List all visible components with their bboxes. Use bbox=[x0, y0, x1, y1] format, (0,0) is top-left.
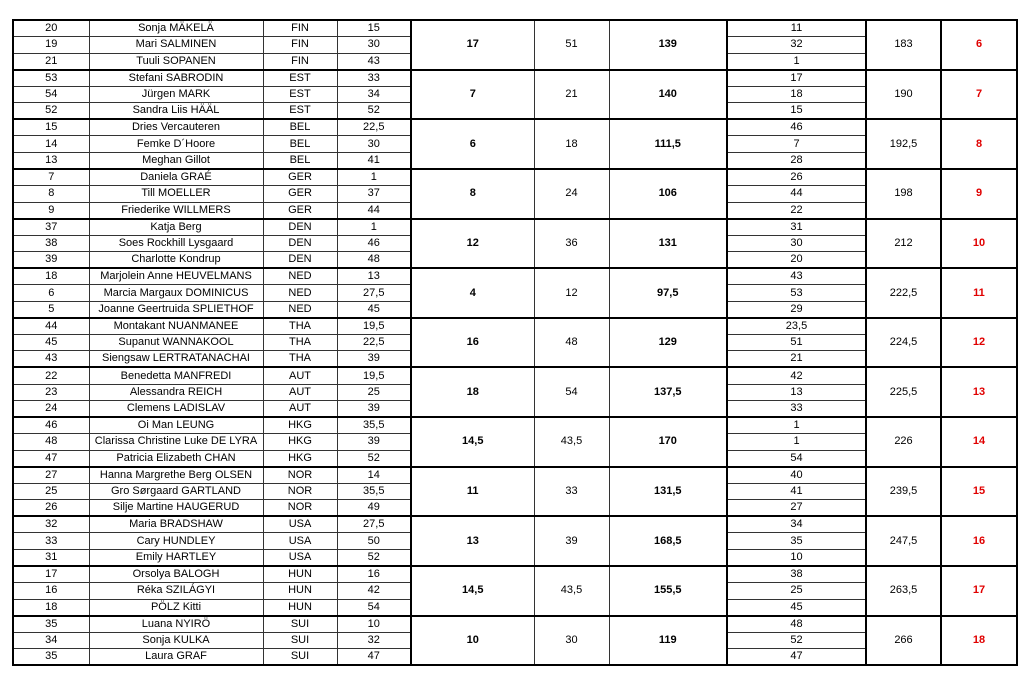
team-score-cell: 106 bbox=[609, 169, 727, 219]
team-total-cell: 224,5 bbox=[866, 318, 941, 368]
nation-cell: SUI bbox=[263, 616, 337, 633]
team-score-cell: 129 bbox=[609, 318, 727, 368]
rider-score-cell: 45 bbox=[337, 301, 411, 318]
team-score-cell: 131,5 bbox=[609, 467, 727, 517]
rider-place-cell: 1 bbox=[727, 53, 866, 70]
rider-name-cell: Maria BRADSHAW bbox=[89, 516, 263, 533]
rider-name-cell: Supanut WANNAKOOL bbox=[89, 334, 263, 351]
team-rank-cell: 14 bbox=[941, 417, 1017, 467]
team-rank-cell: 13 bbox=[941, 367, 1017, 417]
team-value-cell: 33 bbox=[534, 467, 609, 517]
rider-number-cell: 9 bbox=[13, 202, 89, 219]
table-row bbox=[13, 70, 1017, 87]
rider-name-cell: Benedetta MANFREDI bbox=[89, 367, 263, 384]
rider-number-cell: 38 bbox=[13, 235, 89, 252]
rider-place-cell: 44 bbox=[727, 185, 866, 202]
team-total-cell: 192,5 bbox=[866, 119, 941, 169]
rider-number-cell: 5 bbox=[13, 301, 89, 318]
rider-score-cell: 1 bbox=[337, 169, 411, 186]
rider-place-cell: 43 bbox=[727, 268, 866, 285]
team-rank-cell: 11 bbox=[941, 268, 1017, 318]
nation-cell: FIN bbox=[263, 37, 337, 54]
rider-score-cell: 35,5 bbox=[337, 417, 411, 434]
nation-cell: HKG bbox=[263, 417, 337, 434]
rider-score-cell: 52 bbox=[337, 103, 411, 120]
rider-place-cell: 47 bbox=[727, 649, 866, 666]
rider-name-cell: Soes Rockhill Lysgaard bbox=[89, 235, 263, 252]
rider-place-cell: 27 bbox=[727, 500, 866, 517]
table-row bbox=[13, 20, 1017, 37]
team-total-cell: 212 bbox=[866, 219, 941, 269]
rider-number-cell: 17 bbox=[13, 566, 89, 583]
nation-cell: USA bbox=[263, 516, 337, 533]
team-value-cell: 24 bbox=[534, 169, 609, 219]
rider-place-cell: 23,5 bbox=[727, 318, 866, 335]
team-total-cell: 225,5 bbox=[866, 367, 941, 417]
rider-number-cell: 8 bbox=[13, 185, 89, 202]
results-table bbox=[12, 19, 1018, 666]
team-total-cell: 266 bbox=[866, 616, 941, 666]
team-value-cell: 8 bbox=[411, 169, 534, 219]
rider-number-cell: 15 bbox=[13, 119, 89, 136]
rider-name-cell: Sonja MÄKELÄ bbox=[89, 20, 263, 37]
rider-number-cell: 26 bbox=[13, 500, 89, 517]
rider-number-cell: 34 bbox=[13, 632, 89, 649]
rider-name-cell: Laura GRAF bbox=[89, 649, 263, 666]
nation-cell: AUT bbox=[263, 367, 337, 384]
rider-number-cell: 35 bbox=[13, 616, 89, 633]
nation-cell: NED bbox=[263, 285, 337, 302]
nation-cell: GER bbox=[263, 202, 337, 219]
rider-name-cell: Sandra Liis HÄÄL bbox=[89, 103, 263, 120]
rider-place-cell: 20 bbox=[727, 252, 866, 269]
team-value-cell: 18 bbox=[534, 119, 609, 169]
nation-cell: HKG bbox=[263, 450, 337, 467]
team-value-cell: 17 bbox=[411, 20, 534, 70]
team-score-cell: 137,5 bbox=[609, 367, 727, 417]
rider-place-cell: 1 bbox=[727, 434, 866, 451]
rider-score-cell: 19,5 bbox=[337, 367, 411, 384]
rider-number-cell: 16 bbox=[13, 583, 89, 600]
nation-cell: EST bbox=[263, 70, 337, 87]
team-value-cell: 12 bbox=[534, 268, 609, 318]
team-score-cell: 119 bbox=[609, 616, 727, 666]
nation-cell: EST bbox=[263, 103, 337, 120]
table-row bbox=[13, 566, 1017, 583]
rider-name-cell: Till MOELLER bbox=[89, 185, 263, 202]
rider-number-cell: 18 bbox=[13, 599, 89, 616]
nation-cell: HKG bbox=[263, 434, 337, 451]
rider-name-cell: Luana NYIRÖ bbox=[89, 616, 263, 633]
rider-number-cell: 27 bbox=[13, 467, 89, 484]
rider-number-cell: 25 bbox=[13, 483, 89, 500]
nation-cell: EST bbox=[263, 86, 337, 103]
rider-place-cell: 53 bbox=[727, 285, 866, 302]
rider-number-cell: 45 bbox=[13, 334, 89, 351]
rider-score-cell: 13 bbox=[337, 268, 411, 285]
team-rank-cell: 15 bbox=[941, 467, 1017, 517]
rider-score-cell: 19,5 bbox=[337, 318, 411, 335]
nation-cell: THA bbox=[263, 351, 337, 368]
rider-place-cell: 30 bbox=[727, 235, 866, 252]
rider-place-cell: 7 bbox=[727, 136, 866, 153]
team-rank-cell: 8 bbox=[941, 119, 1017, 169]
table-row bbox=[13, 169, 1017, 186]
rider-score-cell: 15 bbox=[337, 20, 411, 37]
nation-cell: NOR bbox=[263, 467, 337, 484]
rider-place-cell: 31 bbox=[727, 219, 866, 236]
results-table-body bbox=[13, 20, 1017, 665]
team-value-cell: 43,5 bbox=[534, 566, 609, 616]
rider-score-cell: 32 bbox=[337, 632, 411, 649]
nation-cell: THA bbox=[263, 318, 337, 335]
rider-name-cell: Jürgen MARK bbox=[89, 86, 263, 103]
team-value-cell: 51 bbox=[534, 20, 609, 70]
team-total-cell: 247,5 bbox=[866, 516, 941, 566]
rider-place-cell: 11 bbox=[727, 20, 866, 37]
rider-name-cell: Femke D´Hoore bbox=[89, 136, 263, 153]
rider-name-cell: Gro Sørgaard GARTLAND bbox=[89, 483, 263, 500]
rider-place-cell: 22 bbox=[727, 202, 866, 219]
rider-place-cell: 26 bbox=[727, 169, 866, 186]
team-rank-cell: 12 bbox=[941, 318, 1017, 368]
rider-name-cell: Clemens LADISLAV bbox=[89, 401, 263, 418]
rider-score-cell: 30 bbox=[337, 136, 411, 153]
rider-number-cell: 22 bbox=[13, 367, 89, 384]
team-value-cell: 13 bbox=[411, 516, 534, 566]
team-value-cell: 10 bbox=[411, 616, 534, 666]
rider-number-cell: 13 bbox=[13, 152, 89, 169]
team-score-cell: 168,5 bbox=[609, 516, 727, 566]
rider-name-cell: Silje Martine HAUGERUD bbox=[89, 500, 263, 517]
rider-place-cell: 21 bbox=[727, 351, 866, 368]
rider-name-cell: Orsolya BALOGH bbox=[89, 566, 263, 583]
rider-score-cell: 30 bbox=[337, 37, 411, 54]
rider-name-cell: Joanne Geertruida SPLIETHOF bbox=[89, 301, 263, 318]
team-value-cell: 43,5 bbox=[534, 417, 609, 467]
nation-cell: HUN bbox=[263, 599, 337, 616]
rider-place-cell: 42 bbox=[727, 367, 866, 384]
table-row bbox=[13, 318, 1017, 335]
nation-cell: AUT bbox=[263, 384, 337, 401]
rider-number-cell: 31 bbox=[13, 550, 89, 567]
rider-name-cell: Alessandra REICH bbox=[89, 384, 263, 401]
nation-cell: BEL bbox=[263, 136, 337, 153]
rider-number-cell: 43 bbox=[13, 351, 89, 368]
rider-name-cell: Montakant NUANMANEE bbox=[89, 318, 263, 335]
team-score-cell: 139 bbox=[609, 20, 727, 70]
rider-name-cell: Charlotte Kondrup bbox=[89, 252, 263, 269]
rider-name-cell: Dries Vercauteren bbox=[89, 119, 263, 136]
rider-score-cell: 52 bbox=[337, 450, 411, 467]
rider-place-cell: 41 bbox=[727, 483, 866, 500]
team-value-cell: 39 bbox=[534, 516, 609, 566]
nation-cell: GER bbox=[263, 185, 337, 202]
rider-place-cell: 10 bbox=[727, 550, 866, 567]
team-value-cell: 16 bbox=[411, 318, 534, 368]
rider-score-cell: 48 bbox=[337, 252, 411, 269]
team-score-cell: 140 bbox=[609, 70, 727, 120]
team-value-cell: 14,5 bbox=[411, 566, 534, 616]
rider-score-cell: 14 bbox=[337, 467, 411, 484]
rider-score-cell: 25 bbox=[337, 384, 411, 401]
rider-score-cell: 54 bbox=[337, 599, 411, 616]
team-rank-cell: 10 bbox=[941, 219, 1017, 269]
table-row bbox=[13, 516, 1017, 533]
nation-cell: FIN bbox=[263, 20, 337, 37]
rider-score-cell: 50 bbox=[337, 533, 411, 550]
nation-cell: HUN bbox=[263, 583, 337, 600]
team-total-cell: 263,5 bbox=[866, 566, 941, 616]
rider-name-cell: PÖLZ Kitti bbox=[89, 599, 263, 616]
rider-place-cell: 15 bbox=[727, 103, 866, 120]
rider-place-cell: 45 bbox=[727, 599, 866, 616]
rider-score-cell: 47 bbox=[337, 649, 411, 666]
rider-place-cell: 52 bbox=[727, 632, 866, 649]
team-value-cell: 7 bbox=[411, 70, 534, 120]
rider-score-cell: 41 bbox=[337, 152, 411, 169]
rider-name-cell: Siengsaw LERTRATANACHAI bbox=[89, 351, 263, 368]
rider-score-cell: 27,5 bbox=[337, 285, 411, 302]
rider-name-cell: Daniela GRAÉ bbox=[89, 169, 263, 186]
nation-cell: NED bbox=[263, 268, 337, 285]
rider-number-cell: 47 bbox=[13, 450, 89, 467]
nation-cell: SUI bbox=[263, 649, 337, 666]
rider-number-cell: 39 bbox=[13, 252, 89, 269]
rider-place-cell: 54 bbox=[727, 450, 866, 467]
rider-place-cell: 46 bbox=[727, 119, 866, 136]
rider-place-cell: 33 bbox=[727, 401, 866, 418]
rider-place-cell: 18 bbox=[727, 86, 866, 103]
rider-score-cell: 34 bbox=[337, 86, 411, 103]
rider-name-cell: Tuuli SOPANEN bbox=[89, 53, 263, 70]
rider-place-cell: 51 bbox=[727, 334, 866, 351]
rider-number-cell: 48 bbox=[13, 434, 89, 451]
team-value-cell: 11 bbox=[411, 467, 534, 517]
rider-name-cell: Marcia Margaux DOMINICUS bbox=[89, 285, 263, 302]
team-value-cell: 12 bbox=[411, 219, 534, 269]
rider-place-cell: 34 bbox=[727, 516, 866, 533]
table-row bbox=[13, 367, 1017, 384]
nation-cell: THA bbox=[263, 334, 337, 351]
rider-place-cell: 25 bbox=[727, 583, 866, 600]
rider-name-cell: Friederike WILLMERS bbox=[89, 202, 263, 219]
rider-place-cell: 32 bbox=[727, 37, 866, 54]
rider-number-cell: 44 bbox=[13, 318, 89, 335]
table-row bbox=[13, 616, 1017, 633]
rider-place-cell: 28 bbox=[727, 152, 866, 169]
nation-cell: FIN bbox=[263, 53, 337, 70]
team-value-cell: 18 bbox=[411, 367, 534, 417]
team-rank-cell: 16 bbox=[941, 516, 1017, 566]
rider-name-cell: Katja Berg bbox=[89, 219, 263, 236]
rider-score-cell: 33 bbox=[337, 70, 411, 87]
team-score-cell: 131 bbox=[609, 219, 727, 269]
nation-cell: DEN bbox=[263, 252, 337, 269]
rider-score-cell: 46 bbox=[337, 235, 411, 252]
rider-number-cell: 14 bbox=[13, 136, 89, 153]
rider-place-cell: 38 bbox=[727, 566, 866, 583]
rider-score-cell: 43 bbox=[337, 53, 411, 70]
rider-place-cell: 35 bbox=[727, 533, 866, 550]
rider-place-cell: 17 bbox=[727, 70, 866, 87]
rider-score-cell: 44 bbox=[337, 202, 411, 219]
rider-number-cell: 6 bbox=[13, 285, 89, 302]
rider-score-cell: 49 bbox=[337, 500, 411, 517]
rider-score-cell: 27,5 bbox=[337, 516, 411, 533]
rider-score-cell: 39 bbox=[337, 351, 411, 368]
team-total-cell: 183 bbox=[866, 20, 941, 70]
nation-cell: SUI bbox=[263, 632, 337, 649]
rider-score-cell: 39 bbox=[337, 401, 411, 418]
team-value-cell: 54 bbox=[534, 367, 609, 417]
rider-number-cell: 54 bbox=[13, 86, 89, 103]
rider-place-cell: 1 bbox=[727, 417, 866, 434]
team-value-cell: 36 bbox=[534, 219, 609, 269]
team-total-cell: 190 bbox=[866, 70, 941, 120]
rider-number-cell: 23 bbox=[13, 384, 89, 401]
table-row bbox=[13, 467, 1017, 484]
rider-score-cell: 1 bbox=[337, 219, 411, 236]
rider-place-cell: 13 bbox=[727, 384, 866, 401]
rider-score-cell: 22,5 bbox=[337, 334, 411, 351]
team-rank-cell: 7 bbox=[941, 70, 1017, 120]
rider-number-cell: 35 bbox=[13, 649, 89, 666]
nation-cell: NOR bbox=[263, 500, 337, 517]
rider-score-cell: 16 bbox=[337, 566, 411, 583]
rider-name-cell: Clarissa Christine Luke DE LYRA bbox=[89, 434, 263, 451]
rider-place-cell: 40 bbox=[727, 467, 866, 484]
team-total-cell: 198 bbox=[866, 169, 941, 219]
table-row bbox=[13, 417, 1017, 434]
rider-number-cell: 24 bbox=[13, 401, 89, 418]
team-value-cell: 21 bbox=[534, 70, 609, 120]
rider-score-cell: 42 bbox=[337, 583, 411, 600]
rider-score-cell: 37 bbox=[337, 185, 411, 202]
rider-number-cell: 53 bbox=[13, 70, 89, 87]
rider-number-cell: 18 bbox=[13, 268, 89, 285]
rider-place-cell: 48 bbox=[727, 616, 866, 633]
rider-number-cell: 46 bbox=[13, 417, 89, 434]
team-rank-cell: 6 bbox=[941, 20, 1017, 70]
team-rank-cell: 17 bbox=[941, 566, 1017, 616]
team-score-cell: 111,5 bbox=[609, 119, 727, 169]
nation-cell: NOR bbox=[263, 483, 337, 500]
nation-cell: BEL bbox=[263, 152, 337, 169]
rider-score-cell: 39 bbox=[337, 434, 411, 451]
rider-name-cell: Sonja KULKA bbox=[89, 632, 263, 649]
rider-score-cell: 52 bbox=[337, 550, 411, 567]
rider-number-cell: 20 bbox=[13, 20, 89, 37]
rider-score-cell: 35,5 bbox=[337, 483, 411, 500]
nation-cell: DEN bbox=[263, 219, 337, 236]
team-total-cell: 222,5 bbox=[866, 268, 941, 318]
rider-number-cell: 7 bbox=[13, 169, 89, 186]
rider-number-cell: 21 bbox=[13, 53, 89, 70]
rider-number-cell: 32 bbox=[13, 516, 89, 533]
rider-name-cell: Mari SALMINEN bbox=[89, 37, 263, 54]
nation-cell: AUT bbox=[263, 401, 337, 418]
rider-number-cell: 19 bbox=[13, 37, 89, 54]
team-total-cell: 226 bbox=[866, 417, 941, 467]
nation-cell: USA bbox=[263, 550, 337, 567]
rider-name-cell: Cary HUNDLEY bbox=[89, 533, 263, 550]
nation-cell: DEN bbox=[263, 235, 337, 252]
rider-name-cell: Emily HARTLEY bbox=[89, 550, 263, 567]
rider-name-cell: Meghan Gillot bbox=[89, 152, 263, 169]
team-value-cell: 48 bbox=[534, 318, 609, 368]
nation-cell: BEL bbox=[263, 119, 337, 136]
table-row bbox=[13, 119, 1017, 136]
team-score-cell: 97,5 bbox=[609, 268, 727, 318]
rider-place-cell: 29 bbox=[727, 301, 866, 318]
table-row bbox=[13, 268, 1017, 285]
rider-name-cell: Patricia Elizabeth CHAN bbox=[89, 450, 263, 467]
team-value-cell: 14,5 bbox=[411, 417, 534, 467]
nation-cell: NED bbox=[263, 301, 337, 318]
nation-cell: HUN bbox=[263, 566, 337, 583]
table-row bbox=[13, 219, 1017, 236]
rider-name-cell: Réka SZILÁGYI bbox=[89, 583, 263, 600]
team-score-cell: 155,5 bbox=[609, 566, 727, 616]
rider-number-cell: 52 bbox=[13, 103, 89, 120]
team-rank-cell: 9 bbox=[941, 169, 1017, 219]
nation-cell: USA bbox=[263, 533, 337, 550]
nation-cell: GER bbox=[263, 169, 337, 186]
rider-number-cell: 37 bbox=[13, 219, 89, 236]
rider-name-cell: Marjolein Anne HEUVELMANS bbox=[89, 268, 263, 285]
team-value-cell: 6 bbox=[411, 119, 534, 169]
team-rank-cell: 18 bbox=[941, 616, 1017, 666]
team-value-cell: 30 bbox=[534, 616, 609, 666]
rider-name-cell: Hanna Margrethe Berg OLSEN bbox=[89, 467, 263, 484]
rider-name-cell: Oi Man LEUNG bbox=[89, 417, 263, 434]
rider-number-cell: 33 bbox=[13, 533, 89, 550]
team-value-cell: 4 bbox=[411, 268, 534, 318]
team-score-cell: 170 bbox=[609, 417, 727, 467]
team-total-cell: 239,5 bbox=[866, 467, 941, 517]
rider-score-cell: 22,5 bbox=[337, 119, 411, 136]
rider-score-cell: 10 bbox=[337, 616, 411, 633]
rider-name-cell: Stefani SABRODIN bbox=[89, 70, 263, 87]
